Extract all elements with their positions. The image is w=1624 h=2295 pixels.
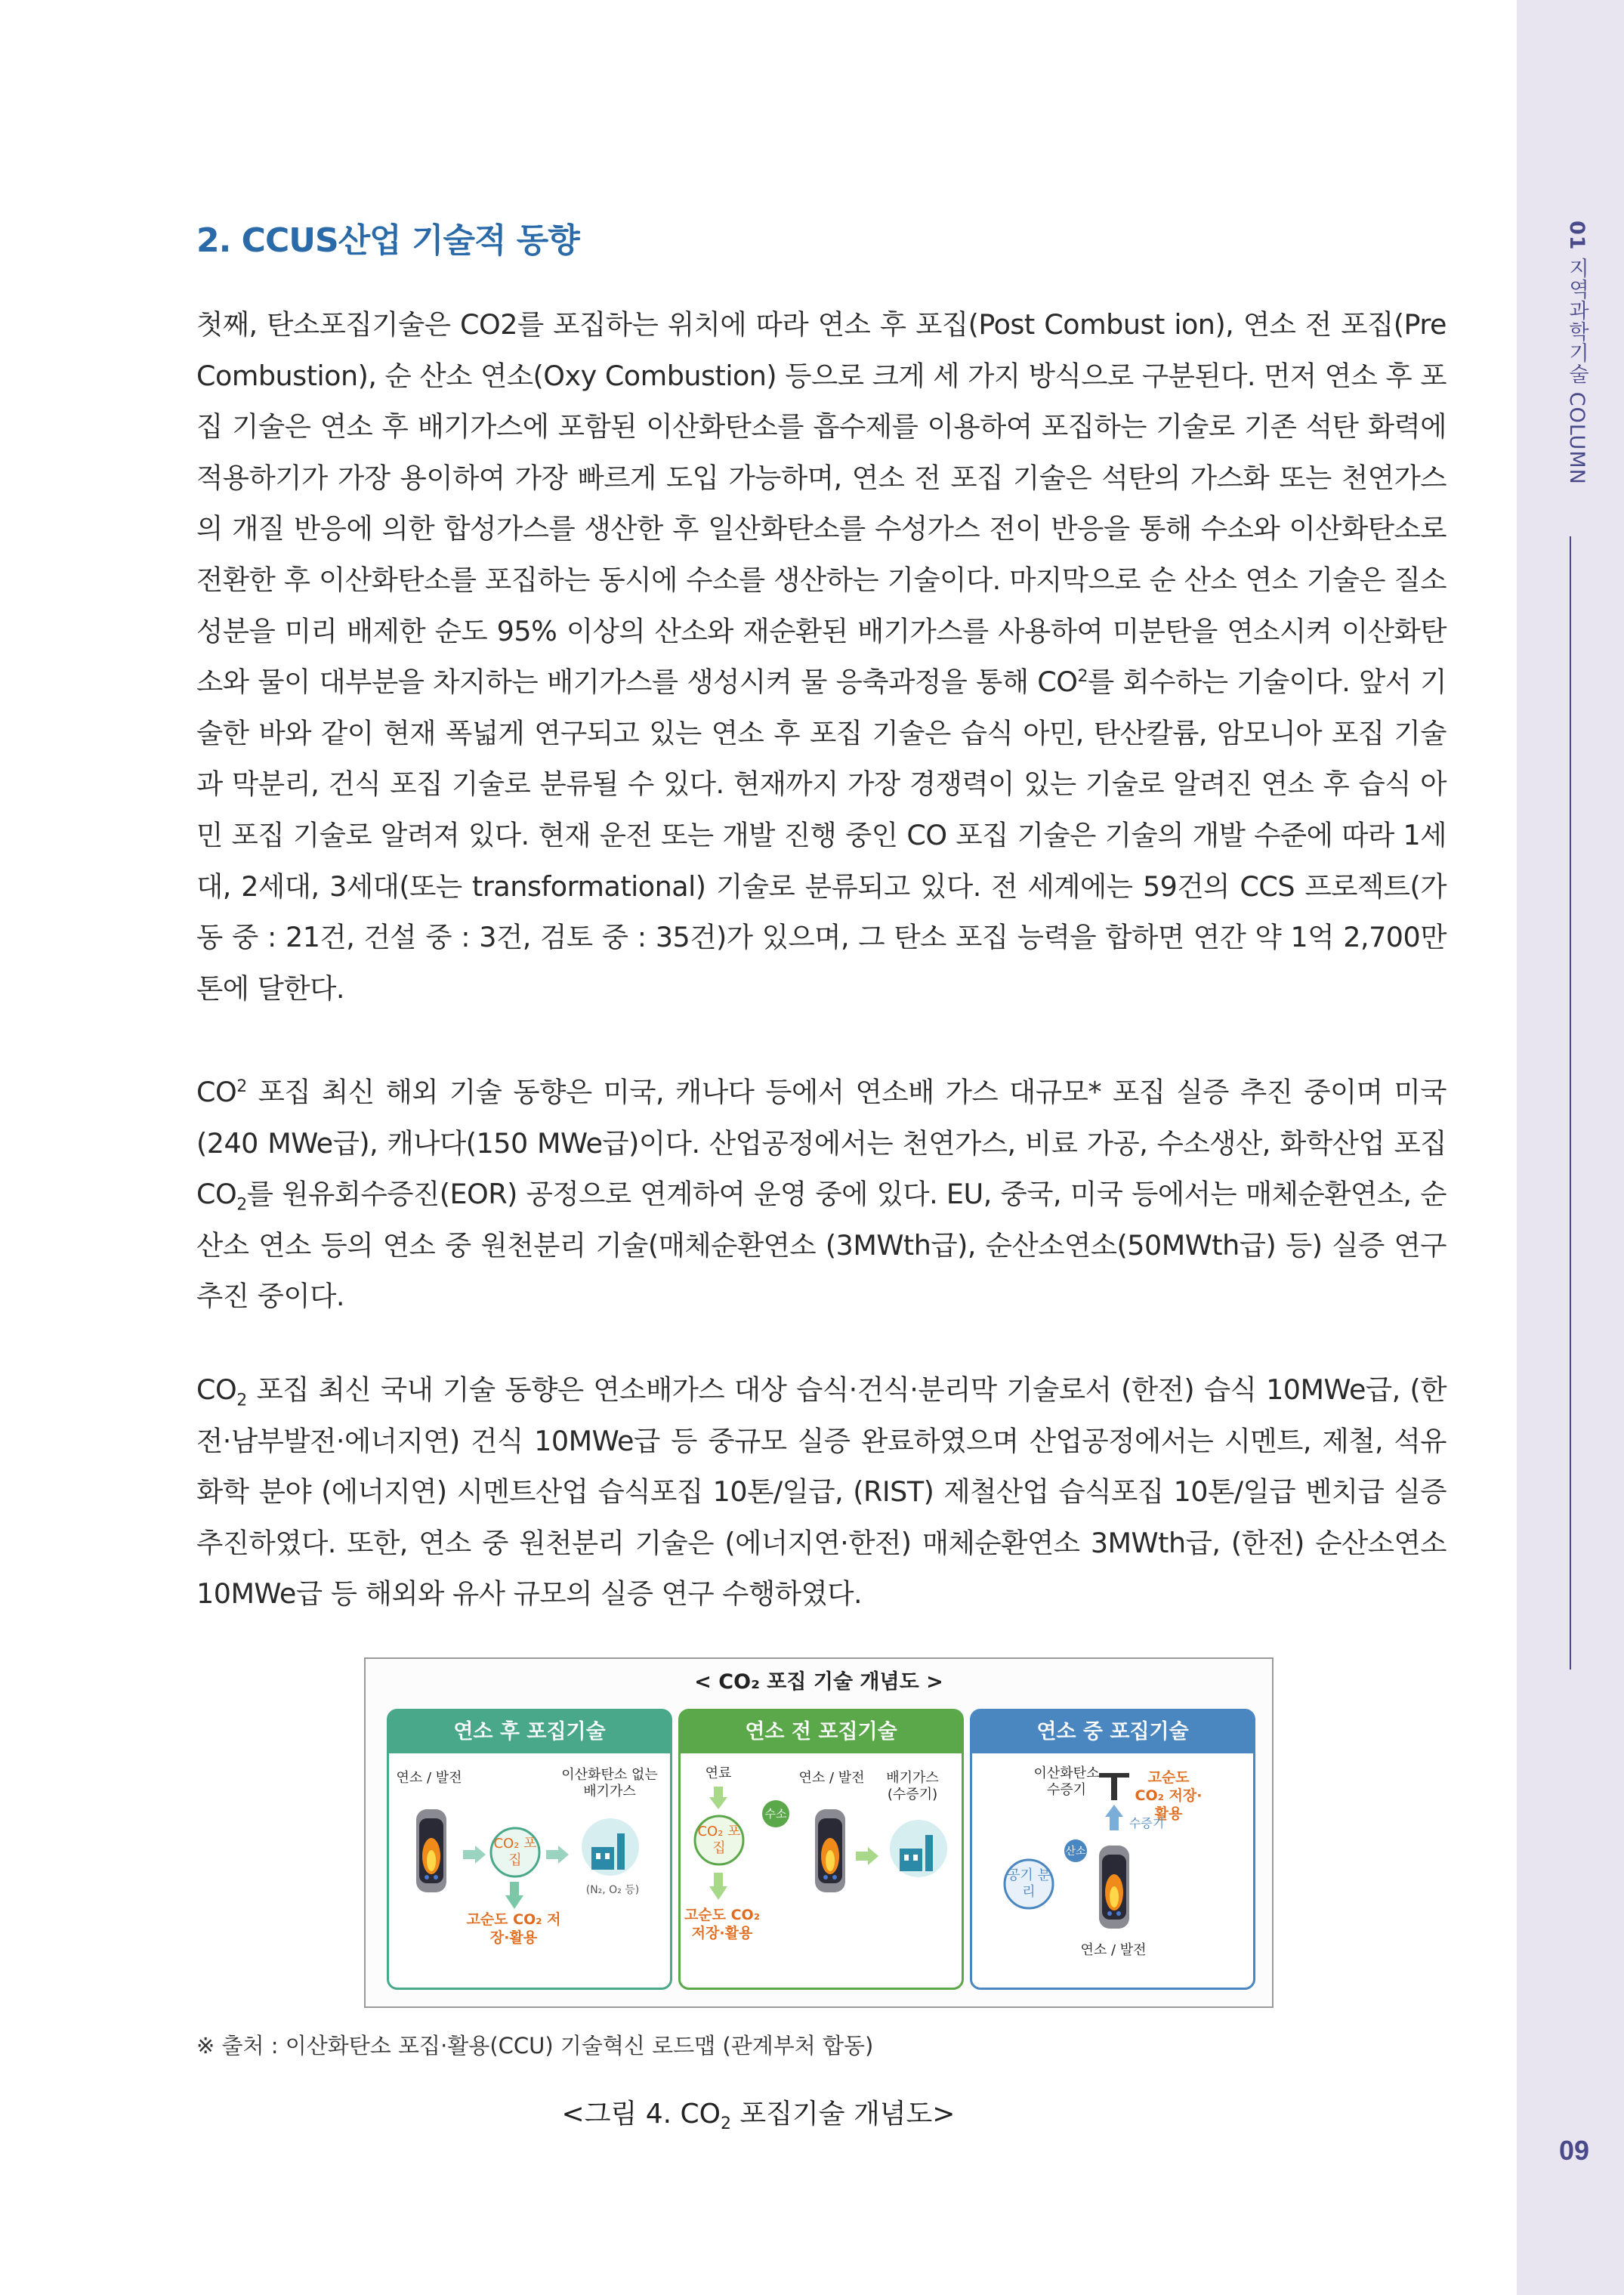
co2-steam-label: 이산화탄소 수증기 [1033, 1765, 1100, 1798]
text-run: 를 회수하는 기술이다. 앞서 기술한 바와 같이 현재 폭넓게 연구되고 있는 연소 후 포집 기술은 습식 아민, 탄산칼륨, 암모니아 포집 기술과 막분리, 건식 포집 기술로 분류될 수 있다. 현재까지 가장 경쟁력이 있는 기술로 알려진 연소 후 습식 아민 포집 기술로 알려져 있다. 현재 운전 또는 개발 진행 중인 CO 포집 기술은 기술의 개발 수준에 따라 1세대, 2세대, 3세대(또는 transformational) 기술로 분류되고 있다. 전 세계에는 59건의 CCS 프로젝트(가동 중 : 21건, 건설 중 : 3건, 검토 중 : 35건)가 있으며, 그 탄소 포집 능력을 합하면 연간 약 1억 2,700만 톤에 달한다. [196, 666, 1446, 1005]
panel-title: 연소 전 포집기술 [681, 1711, 962, 1753]
hydrogen-label: 수소 [764, 1807, 787, 1821]
paragraph-capture-methods [196, 299, 1446, 1014]
capture-label: CO₂ 포집 [697, 1824, 741, 1856]
text-run: <그림 4. CO [561, 2099, 721, 2130]
section-title: 지역과학기술 COLUMN [1565, 258, 1588, 485]
output-label: 고순도 CO₂ 저장·활용 [466, 1911, 561, 1946]
steam-label: 수증기 [1128, 1816, 1165, 1830]
capture-label: CO₂ 포집 [493, 1836, 537, 1868]
combustion-tower-icon [409, 1802, 454, 1900]
text-run: 포집기술 개념도> [730, 2099, 956, 2130]
burn-label: 연소 / 발전 [1080, 1942, 1147, 1958]
arrow-icon [856, 1847, 878, 1865]
text-run: 를 원유회수증진(EOR) 공정으로 연계하여 운영 중에 있다. EU, 중국, 미국 등에서는 매체순환연소, 순 산소 연소 등의 연소 중 원천분리 기술(매체순환연소 (3MWth급), 순산소연소(50MWth급) 등) 실증 연구 추진 중이다. [196, 1178, 1446, 1313]
exhaust-label: 이산화탄소 없는 배기가스 [561, 1767, 658, 1799]
superscript: 2 [236, 1076, 247, 1096]
factory-icon [885, 1818, 952, 1879]
paragraph-overseas-trends [196, 1067, 1446, 1322]
oxygen-label: 산소 [1065, 1846, 1086, 1858]
factory-icon [576, 1817, 644, 1877]
split-arrow-icon [1099, 1770, 1129, 1800]
air-separation-label: 공기 분리 [1007, 1867, 1051, 1900]
panel-oxy-combustion [970, 1709, 1255, 1990]
arrow-icon [463, 1846, 486, 1864]
subscript: 2 [236, 1195, 247, 1215]
combustion-tower-icon [807, 1802, 853, 1900]
figure-caption [0, 2093, 1517, 2134]
page-number: 09 [1558, 2135, 1590, 2166]
arrow-icon [546, 1846, 569, 1864]
paragraph-domestic-trends [196, 1364, 1446, 1620]
text-run: CO [196, 1076, 237, 1108]
down-arrow-icon [709, 1873, 727, 1900]
section-heading: 2. CCUS산업 기술적 동향 [196, 221, 579, 260]
panel-post-combustion [387, 1709, 672, 1990]
panel-title: 연소 후 포집기술 [389, 1711, 670, 1753]
combustion-tower-icon [1091, 1838, 1137, 1936]
panel-pre-combustion [678, 1709, 964, 1990]
subscript: 2 [236, 1391, 247, 1410]
subscript: 2 [720, 2114, 731, 2134]
text-run: 포집 최신 국내 기술 동향은 연소배가스 대상 습식·건식·분리막 기술로서 (한전) 습식 10MWe급, (한전·남부발전·에너지연) 건식 10MWe급 등 중규모 실증 완료하였으며 산업공정에서는 시멘트, 제철, 석유화학 분야 (에너지연) 시멘트산업 습식포집 10톤/일급, (RIST) 제철산업 습식포집 10톤/일급 벤치급 실증 추진하였다. 또한, 연소 중 원천분리 기술은 (에너지연·한전) 매체순환연소 3MWth급, (한전) 순산소연소 10MWe급 등 해외와 유사 규모의 실증 연구 수행하였다. [196, 1373, 1446, 1611]
co2-capture-figure [364, 1657, 1274, 2008]
figure-title: < CO₂ 포집 기술 개념도 > [694, 1670, 943, 1694]
section-number: 01 [1565, 221, 1588, 251]
sidebar-divider [1570, 536, 1571, 1670]
text-run: 포집 최신 해외 기술 동향은 미국, 캐나다 등에서 연소배 가스 대규모* 포집 실증 추진 중이며 미국(240 MWe급), 캐나다(150 MWe급)이다. 산업공정에서는 천연가스, 비료 가공, 수소생산, 화학산업 포집 CO [196, 1076, 1446, 1211]
section-label [1562, 221, 1592, 485]
exhaust-label: 배기가스 (수증기) [886, 1770, 939, 1802]
panel-title: 연소 중 포집기술 [972, 1711, 1253, 1753]
down-arrow-icon [709, 1787, 727, 1809]
output-label: 고순도 CO₂ 저장·활용 [1135, 1769, 1203, 1822]
burn-label: 연소 / 발전 [798, 1770, 865, 1786]
down-arrow-icon [505, 1882, 523, 1909]
text-run: 첫째, 탄소포집기술은 CO2를 포집하는 위치에 따라 연소 후 포집(Post Combust ion), 연소 전 포집(Pre Combustion), 순 산소 연소(Oxy Combustion) 등으로 크게 세 가지 방식으로 구분된다. 먼저 연소 후 포집 기술은 연소 후 배기가스에 포함된 이산화탄소를 흡수제를 이용하여 포집하는 기술로 기존 석탄 화력에 적용하기가 가장 용이하여 가장 빠르게 도입 가능하며, 연소 전 포집 기술은 석탄의 가스화 또는 천연가스의 개질 반응에 의한 합성가스를 생산한 후 일산화탄소를 수성가스 전이 반응을 통해 수소와 이산화탄소로 전환한 후 이산화탄소를 포집하는 동시에 수소를 생산하는 기술이다. 마지막으로 순 산소 연소 기술은 질소 성분을 미리 배제한 순도 95% 이상의 산소와 재순환된 배기가스를 사용하여 미분탄을 연소시켜 이산화탄소와 물이 대부분을 차지하는 배기가스를 생성시켜 물 응축과정을 통해 CO [196, 308, 1446, 699]
superscript: 2 [1077, 667, 1088, 686]
burn-label: 연소 / 발전 [396, 1770, 462, 1786]
source-note: ※ 출처 : 이산화탄소 포집·활용(CCU) 기술혁신 로드맵 (관계부처 합동) [196, 2033, 874, 2059]
output-label: 고순도 CO₂ 저장·활용 [684, 1907, 761, 1941]
gases-label: (N₂, O₂ 등) [585, 1884, 640, 1896]
text-run: CO [196, 1373, 237, 1406]
fuel-label: 연료 [705, 1765, 732, 1781]
